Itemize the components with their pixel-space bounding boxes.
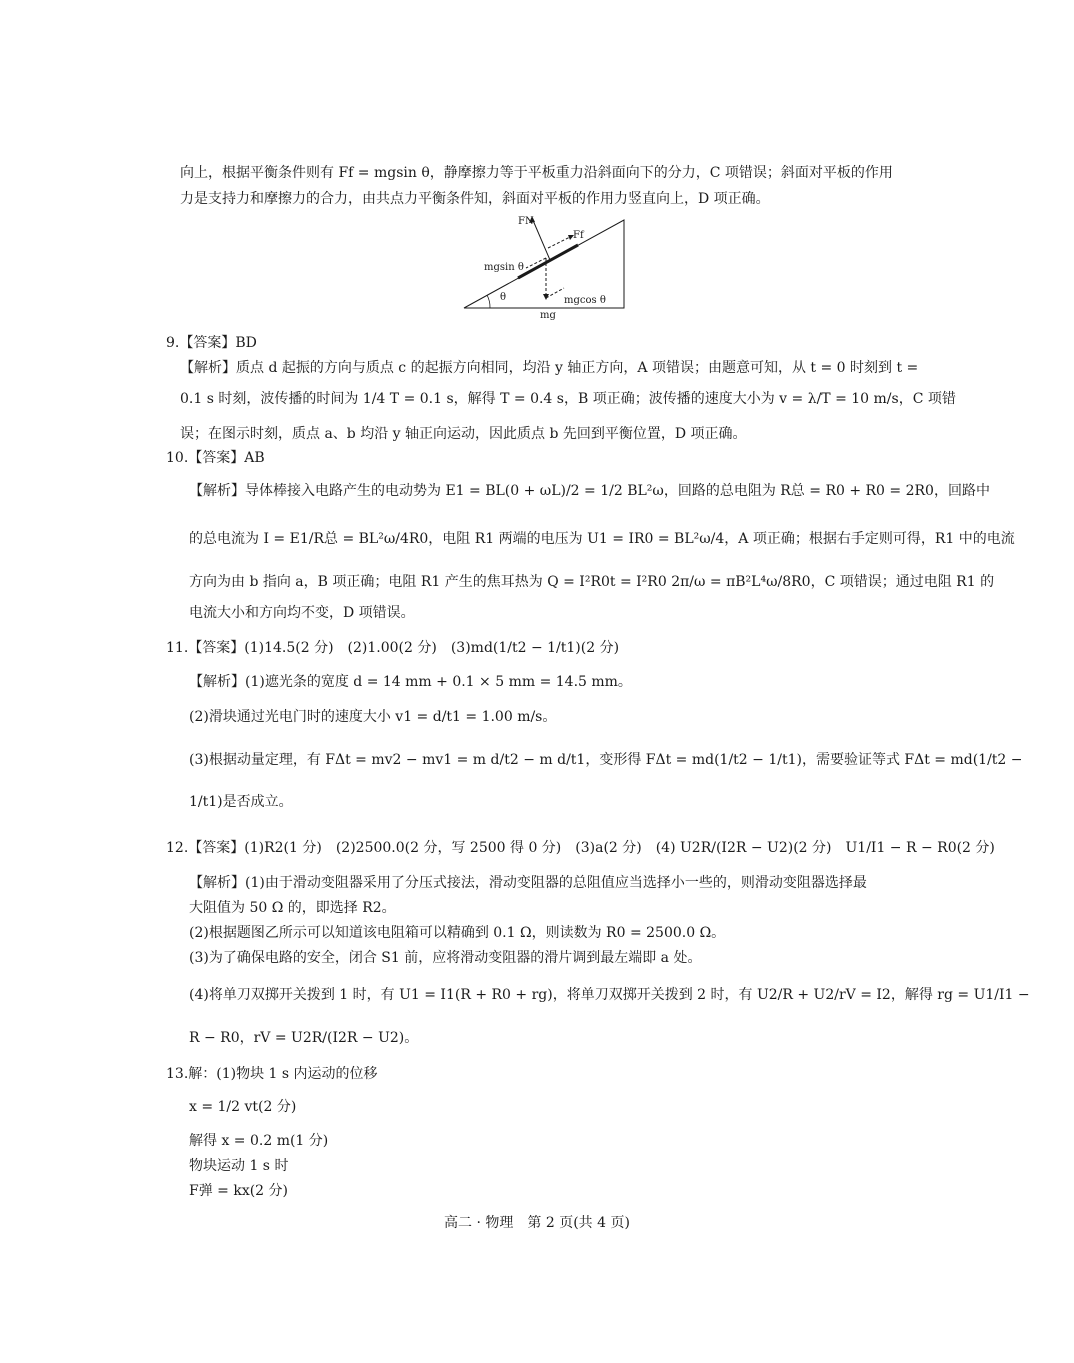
angle-arc bbox=[487, 295, 490, 308]
theta-label: θ bbox=[500, 292, 507, 303]
text-line: F弹 = kx(2 分) bbox=[189, 1183, 289, 1199]
mgcos-arrow bbox=[546, 288, 564, 298]
text-line: 物块运动 1 s 时 bbox=[189, 1158, 289, 1174]
text-line: 0.1 s 时刻，波传播的时间为 1/4 T = 0.1 s，解得 T = 0.4 s，B 项正确；波传播的速度大小为 v = λ/T = 10 m/s，C 项错 bbox=[180, 391, 956, 407]
text-line: 向上，根据平衡条件则有 Ff = mgsin θ，静摩擦力等于平板重力沿斜面向下的分力，C 项错误；斜面对平板的作用 bbox=[180, 165, 893, 181]
text-line: (3)为了确保电路的安全，闭合 S1 前，应将滑动变阻器的滑片调到最左端即 a 处。 bbox=[189, 950, 702, 966]
answer-9: 9.【答案】BD bbox=[166, 335, 257, 351]
text-line: 【解析】(1)由于滑动变阻器采用了分压式接法，滑动变阻器的总阻值应当选择小一些的，则滑动变阻器选择最 bbox=[189, 875, 867, 891]
text-line: 【解析】导体棒接入电路产生的电动势为 E1 = BL(0 + ωL)/2 = 1/2 BL²ω，回路的总电阻为 R总 = R0 + R0 = 2R0，回路中 bbox=[189, 483, 990, 499]
text-line: 误；在图示时刻，质点 a、b 均沿 y 轴正向运动，因此质点 b 先回到平衡位置，D 项正确。 bbox=[180, 426, 747, 442]
text-line: (2)根据题图乙所示可以知道该电阻箱可以精确到 0.1 Ω，则读数为 R0 = 2500.0 Ω。 bbox=[189, 925, 726, 941]
text-line: 大阻值为 50 Ω 的，即选择 R2。 bbox=[189, 900, 396, 916]
text-line: x = 1/2 vt(2 分) bbox=[189, 1099, 297, 1115]
answer-12: 12.【答案】(1)R2(1 分) (2)2500.0(2 分，写 2500 得 0 分) (3)a(2 分) (4) U2R/(I2R − U2)(2 分) U1/I1 − R − R0(2 分) bbox=[166, 840, 995, 856]
text-line: (2)滑块通过光电门时的速度大小 v1 = d/t1 = 1.00 m/s。 bbox=[189, 709, 557, 725]
text-line: 1/t1)是否成立。 bbox=[189, 794, 293, 810]
normal-force-arrow bbox=[532, 218, 550, 260]
answer-10: 10.【答案】AB bbox=[166, 450, 265, 466]
incline-force-diagram bbox=[460, 210, 640, 325]
text-line: 方向为由 b 指向 a，B 项正确；电阻 R1 产生的焦耳热为 Q = I²R0t = I²R0 2π/ω = πB²L⁴ω/8R0，C 项错误；通过电阻 R1 的 bbox=[189, 574, 995, 590]
plank bbox=[518, 245, 578, 278]
mg-label: mg bbox=[540, 310, 556, 321]
text-line: 的总电流为 I = E1/R总 = BL²ω/4R0，电阻 R1 两端的电压为 U1 = IR0 = BL²ω/4，A 项正确；根据右手定则可得，R1 中的电流 bbox=[189, 531, 1015, 547]
friction-arrow bbox=[548, 236, 572, 248]
text-line: R − R0，rV = U2R/(I2R − U2)。 bbox=[189, 1030, 419, 1046]
fn-label: FN bbox=[518, 216, 534, 227]
text-line: 【解析】(1)遮光条的宽度 d = 14 mm + 0.1 × 5 mm = 14.5 mm。 bbox=[189, 674, 632, 690]
mgcos-label: mgcos θ bbox=[564, 295, 606, 306]
page-footer: 高二 · 物理 第 2 页(共 4 页) bbox=[444, 1215, 630, 1231]
mgsin-label: mgsin θ bbox=[484, 262, 524, 273]
ff-label: Ff bbox=[573, 230, 584, 241]
answer-11: 11.【答案】(1)14.5(2 分) (2)1.00(2 分) (3)md(1/t2 − 1/t1)(2 分) bbox=[166, 640, 620, 656]
text-line: 解得 x = 0.2 m(1 分) bbox=[189, 1133, 329, 1149]
answer-13: 13.解：(1)物块 1 s 内运动的位移 bbox=[166, 1066, 378, 1082]
text-line: (3)根据动量定理，有 FΔt = mv2 − mv1 = m d/t2 − m d/t1，变形得 FΔt = md(1/t2 − 1/t1)，需要验证等式 FΔt = md(1/t2 − bbox=[189, 752, 1023, 768]
text-line: 电流大小和方向均不变，D 项错误。 bbox=[189, 605, 415, 621]
text-line: (4)将单刀双掷开关拨到 1 时，有 U1 = I1(R + R0 + rg)，将单刀双掷开关拨到 2 时，有 U2/R + U2/rV = I2，解得 rg = U1/I1 − bbox=[189, 987, 1030, 1003]
text-line: 【解析】质点 d 起振的方向与质点 c 的起振方向相同，均沿 y 轴正方向，A 项错误；由题意可知，从 t = 0 时刻到 t = bbox=[180, 360, 919, 376]
text-line: 力是支持力和摩擦力的合力，由共点力平衡条件知，斜面对平板的作用力竖直向上，D 项正确。 bbox=[180, 191, 770, 207]
